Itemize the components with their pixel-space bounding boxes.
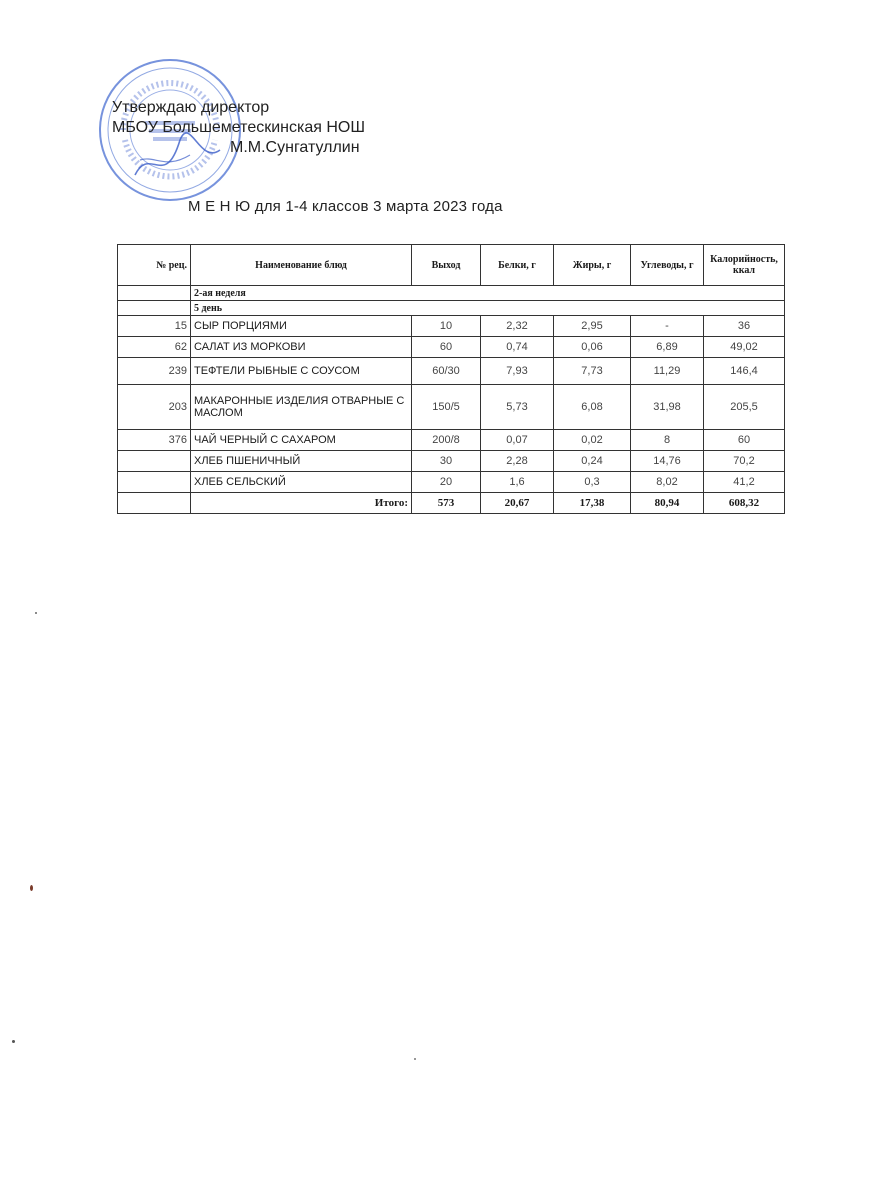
speck [12, 1040, 15, 1043]
fat-value: 6,08 [554, 385, 631, 430]
fat-value: 0,02 [554, 430, 631, 451]
table-row [118, 385, 785, 430]
total-row-empty [118, 493, 191, 514]
fat-value: 0,3 [554, 472, 631, 493]
recipe-number: 62 [118, 337, 191, 358]
output-value: 200/8 [412, 430, 481, 451]
calorie-value: 41,2 [704, 472, 785, 493]
table-row [118, 430, 785, 451]
header-calories: Калорийность, ккал [704, 245, 785, 286]
carb-value: 31,98 [631, 385, 704, 430]
output-value: 10 [412, 316, 481, 337]
approval-signature-name: М.М.Сунгатуллин [230, 139, 360, 156]
total-protein: 20,67 [481, 493, 554, 514]
fat-value: 0,06 [554, 337, 631, 358]
total-fat: 17,38 [554, 493, 631, 514]
output-value: 150/5 [412, 385, 481, 430]
total-row [118, 493, 785, 514]
protein-value: 2,32 [481, 316, 554, 337]
dish-name: МАКАРОННЫЕ ИЗДЕЛИЯ ОТВАРНЫЕ С МАСЛОМ [191, 385, 412, 430]
speck [414, 1058, 416, 1060]
day-label: 5 день [191, 301, 785, 316]
protein-value: 5,73 [481, 385, 554, 430]
header-output: Выход [412, 245, 481, 286]
calorie-value: 36 [704, 316, 785, 337]
approval-block [112, 98, 365, 158]
recipe-number: 15 [118, 316, 191, 337]
table-row [118, 472, 785, 493]
speck [35, 612, 37, 614]
approval-line-2: МБОУ Большеметескинская НОШ [112, 119, 366, 136]
recipe-number [118, 472, 191, 493]
fat-value: 0,24 [554, 451, 631, 472]
header-dish-name: Наименование блюд [191, 245, 412, 286]
day-row [118, 301, 785, 316]
table-header-row [118, 245, 785, 286]
calorie-value: 60 [704, 430, 785, 451]
dish-name: СЫР ПОРЦИЯМИ [191, 316, 412, 337]
recipe-number [118, 451, 191, 472]
total-carbs: 80,94 [631, 493, 704, 514]
table-row [118, 337, 785, 358]
carb-value: 11,29 [631, 358, 704, 385]
output-value: 20 [412, 472, 481, 493]
calorie-value: 70,2 [704, 451, 785, 472]
header-carbs: Углеводы, г [631, 245, 704, 286]
carb-value: 8 [631, 430, 704, 451]
protein-value: 7,93 [481, 358, 554, 385]
fat-value: 7,73 [554, 358, 631, 385]
table-row [118, 451, 785, 472]
protein-value: 0,07 [481, 430, 554, 451]
dish-name: ХЛЕБ СЕЛЬСКИЙ [191, 472, 412, 493]
week-row-empty [118, 286, 191, 301]
protein-value: 0,74 [481, 337, 554, 358]
carb-value: 14,76 [631, 451, 704, 472]
recipe-number: 376 [118, 430, 191, 451]
approval-line-1: Утверждаю директор [112, 99, 270, 116]
header-fats: Жиры, г [554, 245, 631, 286]
calorie-value: 49,02 [704, 337, 785, 358]
table-row [118, 358, 785, 385]
protein-value: 1,6 [481, 472, 554, 493]
day-row-empty [118, 301, 191, 316]
calorie-value: 146,4 [704, 358, 785, 385]
total-label: Итого: [191, 493, 412, 514]
carb-value: 8,02 [631, 472, 704, 493]
week-row [118, 286, 785, 301]
total-output: 573 [412, 493, 481, 514]
speck [30, 885, 33, 891]
dish-name: САЛАТ ИЗ МОРКОВИ [191, 337, 412, 358]
output-value: 60/30 [412, 358, 481, 385]
recipe-number: 239 [118, 358, 191, 385]
dish-name: ХЛЕБ ПШЕНИЧНЫЙ [191, 451, 412, 472]
carb-value: - [631, 316, 704, 337]
output-value: 60 [412, 337, 481, 358]
dish-name: ТЕФТЕЛИ РЫБНЫЕ С СОУСОМ [191, 358, 412, 385]
week-label: 2-ая неделя [191, 286, 785, 301]
table-row [118, 316, 785, 337]
recipe-number: 203 [118, 385, 191, 430]
carb-value: 6,89 [631, 337, 704, 358]
menu-title: М Е Н Ю для 1-4 классов 3 марта 2023 года [188, 198, 503, 215]
header-recipe-number: № рец. [118, 245, 191, 286]
protein-value: 2,28 [481, 451, 554, 472]
output-value: 30 [412, 451, 481, 472]
menu-table [117, 244, 785, 514]
header-proteins: Белки, г [481, 245, 554, 286]
total-calories: 608,32 [704, 493, 785, 514]
fat-value: 2,95 [554, 316, 631, 337]
calorie-value: 205,5 [704, 385, 785, 430]
dish-name: ЧАЙ ЧЕРНЫЙ С САХАРОМ [191, 430, 412, 451]
